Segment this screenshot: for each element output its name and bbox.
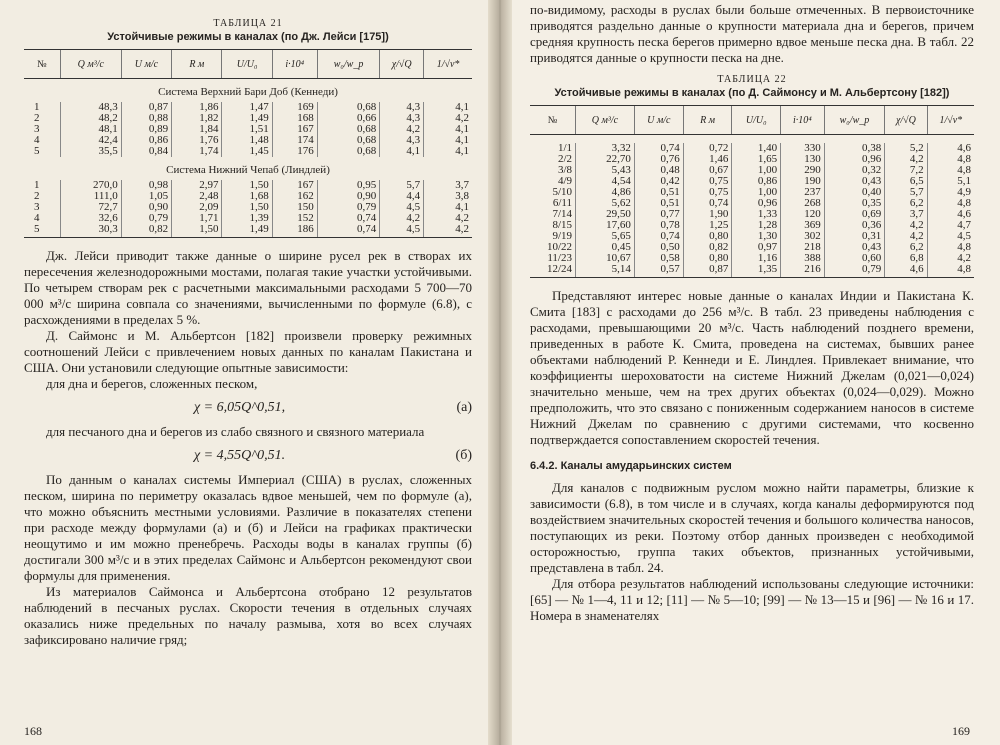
table-cell: 1,68	[222, 191, 272, 202]
table-cell: 1,90	[683, 209, 732, 220]
table-row	[24, 213, 472, 224]
table-cell: 1,71	[172, 213, 222, 224]
table-cell: 0,76	[634, 154, 683, 165]
table-cell: 0,95	[317, 180, 379, 191]
table-cell: 0,36	[824, 220, 884, 231]
table-cell: 72,7	[60, 202, 121, 213]
left-paragraph-5: По данным о каналах системы Империал (США) в руслах, сложенных песком, ширина по периметру оказалась вдвое меньшей, чем по формуле (а), что можно объяснить местными условиями. Различие в показателях степени при расходе между формулами (а) и (б) и Лейси на графиках практически неощутимо и им можно пренебречь. Расходы воды в каналах группы (б) достигали 300 м³/с и в этих пределах Саймонс и Альбертсон рекомендуют свои формулы для применения.	[24, 472, 472, 583]
table-cell: 4,86	[576, 187, 635, 198]
table-cell: 4,3	[380, 135, 424, 146]
table-cell: 48,1	[60, 124, 121, 135]
table-cell: 1,86	[172, 102, 222, 113]
table-cell: 0,79	[824, 264, 884, 278]
table-row	[530, 165, 974, 176]
table-cell: 0,68	[317, 124, 379, 135]
table-cell: 4,8	[927, 264, 974, 278]
table-row	[530, 231, 974, 242]
table-cell: 0,90	[121, 202, 171, 213]
formula-b-expression: χ = 4,55Q^0,51.	[194, 448, 286, 463]
left-paragraph-4: для песчаного дна и берегов из слабо связного и связного материала	[46, 424, 425, 439]
table-cell: 330	[781, 143, 825, 154]
table-cell: 111,0	[60, 191, 121, 202]
table-cell: 0,75	[683, 176, 732, 187]
table-cell: 4,1	[424, 146, 472, 157]
table-cell: 5	[24, 224, 60, 238]
table-cell: 4,4	[380, 191, 424, 202]
table-cell: 4,2	[885, 231, 927, 242]
table-cell: 22,70	[576, 154, 635, 165]
table-cell: 0,79	[121, 213, 171, 224]
table-cell: 7/14	[552, 208, 572, 220]
table-cell: 0,66	[317, 113, 379, 124]
table-cell: 5,43	[576, 165, 635, 176]
table-cell: 0,97	[732, 242, 781, 253]
table-cell: 4,2	[424, 213, 472, 224]
table-row	[24, 146, 472, 157]
table-cell: 1,05	[121, 191, 171, 202]
page-number-left: 168	[24, 724, 42, 738]
table-cell: 1,25	[683, 220, 732, 231]
table-cell: 32,6	[60, 213, 121, 224]
table22-header-cell: 1/√v*	[927, 106, 974, 135]
table21-header-cell: w₀/w_p	[317, 50, 379, 79]
table-cell: 0,68	[317, 135, 379, 146]
table-cell: 0,96	[824, 154, 884, 165]
book-gutter	[488, 0, 512, 745]
table21-header-cell: χ/√Q	[380, 50, 424, 79]
table-cell: 3,7	[424, 180, 472, 191]
table-cell: 4,2	[927, 253, 974, 264]
table-row	[530, 253, 974, 264]
table-row	[530, 242, 974, 253]
table-cell: 369	[781, 220, 825, 231]
formula-b-label: (б)	[455, 448, 472, 463]
table-cell: 3	[34, 201, 40, 213]
table-cell: 4,8	[927, 165, 974, 176]
table-cell: 0,75	[683, 187, 732, 198]
table-cell: 0,43	[824, 242, 884, 253]
table-cell: 4,5	[380, 224, 424, 238]
table21-title: Устойчивые режимы в каналах (по Дж. Лейси [175])	[107, 31, 389, 43]
table-cell: 2,97	[172, 180, 222, 191]
table-cell: 4,8	[927, 154, 974, 165]
table-cell: 4,1	[424, 102, 472, 113]
table-cell: 190	[781, 176, 825, 187]
table-cell: 4,2	[885, 220, 927, 231]
table21-section-title: Система Нижний Чепаб (Линдлей)	[166, 164, 330, 176]
left-paragraph-6: Из материалов Саймонса и Альбертсона отобрано 12 результатов наблюдений в песчаных руслах. Скорости течения в отдельных случаях оказались ниже предельных по началу размыва, хотя во всех случаях зафиксировано наличие гряд;	[24, 584, 472, 647]
table-cell: 0,87	[683, 264, 732, 278]
table-cell: 1,65	[732, 154, 781, 165]
table-cell: 5,62	[576, 198, 635, 209]
table-cell: 4,6	[927, 209, 974, 220]
table-cell: 5	[34, 145, 40, 157]
table-cell: 0,50	[634, 242, 683, 253]
table-row	[24, 124, 472, 135]
table-cell: 48,3	[60, 102, 121, 113]
table-cell: 218	[781, 242, 825, 253]
table-cell: 0,90	[317, 191, 379, 202]
table-cell: 4,2	[380, 124, 424, 135]
table-cell: 4,8	[927, 198, 974, 209]
table-cell: 0,74	[634, 231, 683, 242]
table-cell: 1,82	[172, 113, 222, 124]
table-cell: 4	[34, 212, 40, 224]
table-cell: 9/19	[552, 230, 572, 242]
table22-header-cell: R м	[683, 106, 732, 135]
table-cell: 1,35	[732, 264, 781, 278]
right-paragraph-2: Представляют интерес новые данные о каналах Индии и Пакистана К. Смита [183] с расходами до 256 м³/с. В табл. 23 приведены наблюдения с расходами, превышающими 20 м³/с. Часть наблюдений позднего времени, приведенных в работе К. Смита, проведена на системах, бывших ранее объектами наблюдений Р. Кеннеди и Е. Линдлея. Привлекает внимание, что коэффициенты шероховатости на системе Нижний Джелам (0,021—0,024) значительно меньше, чем на трех других объектах (0,024—0,029). Можно предположить, что это связано с пониженным содержанием наносов в системе Нижний Джелам по сравнению с другими системами, что косвенно подтверждается сопоставлением скоростей течения.	[530, 288, 974, 447]
spacer-cell	[530, 135, 974, 144]
table-row	[24, 102, 472, 113]
table-cell: 0,98	[121, 180, 171, 191]
table-cell: 1,49	[222, 224, 272, 238]
table-cell: 4,2	[424, 224, 472, 238]
table-cell: 0,67	[683, 165, 732, 176]
table-cell: 168	[272, 113, 317, 124]
table-cell: 0,96	[732, 198, 781, 209]
table-cell: 0,43	[824, 176, 884, 187]
table-cell: 4,9	[927, 187, 974, 198]
table-cell: 0,31	[824, 231, 884, 242]
table-cell: 4,5	[380, 202, 424, 213]
table-cell: 5,2	[885, 143, 927, 154]
table21-section-row	[24, 79, 472, 103]
table-cell: 6,2	[885, 198, 927, 209]
table-cell: 0,74	[317, 213, 379, 224]
table-cell: 1,76	[172, 135, 222, 146]
table-cell: 1,50	[222, 202, 272, 213]
table-cell: 4,6	[927, 143, 974, 154]
table-cell: 1,46	[683, 154, 732, 165]
right-paragraph-4: Для отбора результатов наблюдений использованы следующие источники: [65] — № 1—4, 11 и 12; [11] — № 5—10; [99] — № 13—15 и [96] — № 16 и 17. Номера в знаменателях	[530, 576, 974, 623]
table-cell: 4,54	[576, 176, 635, 187]
table-cell: 6,2	[885, 242, 927, 253]
table-cell: 4,1	[424, 135, 472, 146]
table-cell: 1,84	[172, 124, 222, 135]
table-cell: 0,58	[634, 253, 683, 264]
table-cell: 0,51	[634, 187, 683, 198]
table-cell: 0,80	[683, 231, 732, 242]
table-cell: 120	[781, 209, 825, 220]
table-row	[24, 191, 472, 202]
table-cell: 302	[781, 231, 825, 242]
table-row	[24, 135, 472, 146]
table21-caption: ТАБЛИЦА 21	[213, 18, 283, 29]
table-cell: 1,33	[732, 209, 781, 220]
table-cell: 4,5	[927, 231, 974, 242]
table-cell: 0,35	[824, 198, 884, 209]
table-cell: 150	[272, 202, 317, 213]
table-cell: 1,49	[222, 113, 272, 124]
table22-title: Устойчивые режимы в каналах (по Д. Саймонсу и М. Альбертсону [182])	[554, 87, 950, 99]
table21-header-cell: №	[24, 50, 60, 79]
table-cell: 1,50	[172, 224, 222, 238]
table-row	[24, 180, 472, 191]
table-row	[24, 113, 472, 124]
table-cell: 5,14	[576, 264, 635, 278]
table-row	[530, 264, 974, 278]
right-page	[506, 0, 1000, 745]
left-paragraph-2: Д. Саймонс и М. Альбертсон [182] произвели проверку режимных соотношений Лейси с привлечением новых данных по каналам Пакистана и США. Они установили следующие опытные зависимости:	[24, 328, 472, 375]
table-cell: 1,45	[222, 146, 272, 157]
table-cell: 0,51	[634, 198, 683, 209]
table-cell: 2,09	[172, 202, 222, 213]
table-cell: 1,50	[222, 180, 272, 191]
table-cell: 2,48	[172, 191, 222, 202]
table22	[530, 105, 974, 278]
table-cell: 388	[781, 253, 825, 264]
table-cell: 4,2	[380, 213, 424, 224]
table21-header-cell: U м/с	[121, 50, 171, 79]
table-cell: 152	[272, 213, 317, 224]
table21-header-row	[24, 50, 472, 79]
table-cell: 1,00	[732, 187, 781, 198]
table22-header-row	[530, 106, 974, 135]
table21-header-cell: U/U₀	[222, 50, 272, 79]
table-row	[530, 198, 974, 209]
table-cell: 4,1	[380, 146, 424, 157]
formula-a	[24, 400, 472, 416]
table22-header-cell: №	[530, 106, 576, 135]
table21-header-cell: i·10⁴	[272, 50, 317, 79]
table-cell: 0,82	[121, 224, 171, 238]
table-cell: 0,38	[824, 143, 884, 154]
right-paragraph-1: по-видимому, расходы в руслах были больше отмеченных. В первоисточнике приводятся раздельно данные о крупности материала дна и берегов, причем средняя крупность песка берегов примерно вдвое меньше песка дна. В табл. 22 приводятся данные о крупности песка на дне.	[530, 2, 974, 65]
table-cell: 0,88	[121, 113, 171, 124]
right-paragraph-3: Для каналов с подвижным руслом можно найти параметры, близкие к зависимости (6.8), в том числе и в случаях, когда каналы деформируются под воздействием значительных скоростей течения и большого количества наносов, поступающих из реки. Поэтому отбор данных произведен с необходимой осторожностью, группа таких объектов, признанных устойчивыми, представлена в табл. 24.	[530, 480, 974, 575]
table-cell: 0,45	[576, 242, 635, 253]
table21-header-cell: Q м³/с	[60, 50, 121, 79]
table-cell: 1,00	[732, 165, 781, 176]
table-cell: 10,67	[576, 253, 635, 264]
table-cell: 7,2	[885, 165, 927, 176]
table-cell: 11/23	[547, 252, 572, 264]
table-cell: 35,5	[60, 146, 121, 157]
table22-header-cell: U м/с	[634, 106, 683, 135]
table22-header-cell: Q м³/с	[576, 106, 635, 135]
table-cell: 4,3	[380, 113, 424, 124]
table-cell: 0,86	[732, 176, 781, 187]
table-cell: 5,7	[885, 187, 927, 198]
table-cell: 237	[781, 187, 825, 198]
table-cell: 1,28	[732, 220, 781, 231]
table-cell: 1,16	[732, 253, 781, 264]
table-cell: 42,4	[60, 135, 121, 146]
table-cell: 4,3	[380, 102, 424, 113]
table-cell: 0,80	[683, 253, 732, 264]
table-cell: 5,1	[927, 176, 974, 187]
table-cell: 130	[781, 154, 825, 165]
table-cell: 30,3	[60, 224, 121, 238]
table22-header-cell: i·10⁴	[781, 106, 825, 135]
table-cell: 6/11	[552, 197, 572, 209]
table-cell: 2	[34, 112, 40, 124]
table-row	[530, 220, 974, 231]
table-cell: 0,84	[121, 146, 171, 157]
table-cell: 3,7	[885, 209, 927, 220]
table-cell: 3/8	[557, 164, 572, 176]
table-cell: 0,69	[824, 209, 884, 220]
table-cell: 1,30	[732, 231, 781, 242]
formula-b	[24, 448, 472, 464]
table-cell: 0,60	[824, 253, 884, 264]
left-page	[0, 0, 494, 745]
table-cell: 0,82	[683, 242, 732, 253]
table-cell: 6,5	[885, 176, 927, 187]
table-cell: 268	[781, 198, 825, 209]
table-cell: 1,39	[222, 213, 272, 224]
table-cell: 0,48	[634, 165, 683, 176]
table-cell: 29,50	[576, 209, 635, 220]
table-cell: 4,1	[424, 202, 472, 213]
table-cell: 0,42	[634, 176, 683, 187]
table-cell: 3,8	[424, 191, 472, 202]
table-row	[530, 176, 974, 187]
table-cell: 0,57	[634, 264, 683, 278]
formula-a-expression: χ = 6,05Q^0,51,	[194, 400, 286, 415]
table-cell: 1/1	[557, 142, 572, 154]
table21	[24, 49, 472, 238]
table-cell: 2/2	[557, 153, 572, 165]
table-cell: 0,87	[121, 102, 171, 113]
table-cell: 0,72	[683, 143, 732, 154]
table22-caption: ТАБЛИЦА 22	[717, 74, 787, 85]
table-cell: 4	[34, 134, 40, 146]
table-cell: 176	[272, 146, 317, 157]
table-cell: 4/9	[557, 175, 572, 187]
table-row	[530, 143, 974, 154]
formula-a-label: (а)	[456, 400, 472, 415]
table-cell: 5/10	[552, 186, 572, 198]
table-cell: 5,7	[380, 180, 424, 191]
table-cell: 0,74	[634, 143, 683, 154]
table-cell: 167	[272, 124, 317, 135]
page-number-right: 169	[952, 724, 970, 738]
table-cell: 0,74	[683, 198, 732, 209]
table-row	[530, 187, 974, 198]
table-cell: 0,89	[121, 124, 171, 135]
table-cell: 3,32	[576, 143, 635, 154]
table-cell: 4,6	[885, 264, 927, 278]
table-cell: 10/22	[546, 241, 572, 253]
table-cell: 1,48	[222, 135, 272, 146]
table-cell: 0,68	[317, 146, 379, 157]
table-cell: 2	[34, 190, 40, 202]
table-cell: 6,8	[885, 253, 927, 264]
table-cell: 0,86	[121, 135, 171, 146]
table21-section-row	[24, 157, 472, 180]
section-heading: 6.4.2. Каналы амударьинских систем	[530, 460, 732, 472]
table-cell: 162	[272, 191, 317, 202]
table-cell: 48,2	[60, 113, 121, 124]
table-cell: 216	[781, 264, 825, 278]
table21-header-cell: R м	[172, 50, 222, 79]
table-cell: 4,8	[927, 242, 974, 253]
table-cell: 1,47	[222, 102, 272, 113]
table-cell: 4,7	[927, 220, 974, 231]
table-cell: 0,74	[317, 224, 379, 238]
table22-header-cell: U/U₀	[732, 106, 781, 135]
table-cell: 0,68	[317, 102, 379, 113]
table-cell: 0,32	[824, 165, 884, 176]
table-cell: 5,65	[576, 231, 635, 242]
table-cell: 270,0	[60, 180, 121, 191]
table-cell: 1,74	[172, 146, 222, 157]
left-paragraph-3: для дна и берегов, сложенных песком,	[46, 376, 258, 391]
table-row	[530, 209, 974, 220]
table-cell: 8/15	[552, 219, 572, 231]
table-cell: 4,2	[424, 113, 472, 124]
table-cell: 1	[34, 101, 40, 113]
table22-header-cell: χ/√Q	[885, 106, 927, 135]
table-cell: 290	[781, 165, 825, 176]
table22-spacer-row	[530, 135, 974, 144]
table-cell: 1,51	[222, 124, 272, 135]
table-row	[24, 224, 472, 238]
table-cell: 174	[272, 135, 317, 146]
table-cell: 12/24	[530, 264, 576, 278]
table-cell: 4,1	[424, 124, 472, 135]
table-cell: 0,77	[634, 209, 683, 220]
table22-header-cell: w₀/w_p	[824, 106, 884, 135]
table-cell: 186	[272, 224, 317, 238]
table-cell: 1	[34, 179, 40, 191]
table-cell: 17,60	[576, 220, 635, 231]
table-cell: 0,40	[824, 187, 884, 198]
table-cell: 1,40	[732, 143, 781, 154]
table-cell: 0,78	[634, 220, 683, 231]
table-cell: 169	[272, 102, 317, 113]
table21-header-cell: 1/√v*	[424, 50, 472, 79]
table-cell: 4,2	[885, 154, 927, 165]
table-row	[24, 202, 472, 213]
table21-section-title: Система Верхний Бари Доб (Кеннеди)	[158, 86, 338, 98]
table-cell: 167	[272, 180, 317, 191]
table-row	[530, 154, 974, 165]
left-paragraph-1: Дж. Лейси приводит также данные о ширине русел рек в створах их пересечения железнодорожными мостами, полагая такие участки устойчивыми. По четырем створам рек с расчетными максимальными расходами 5 700—70 000 м³/с ширина совпала со значениями, вычисленными по формуле (6.8), с расхождениями в пределах 5 %.	[24, 248, 472, 327]
table-cell: 3	[34, 123, 40, 135]
table-cell: 0,79	[317, 202, 379, 213]
